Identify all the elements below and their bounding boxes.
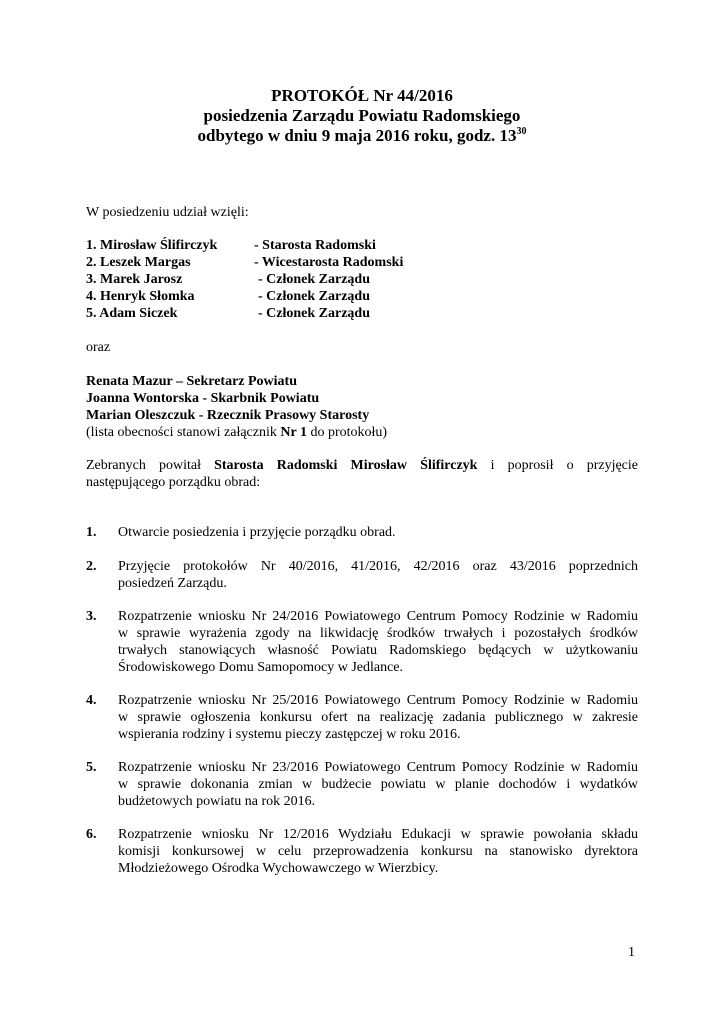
- member-name: 5. Adam Siczek: [86, 306, 178, 321]
- attendance-note-after: do protokołu): [306, 425, 388, 440]
- guest-line: Renata Mazur – Sekretarz Powiatu: [86, 374, 297, 389]
- agenda-item-line: Rozpatrzenie wniosku Nr 24/2016 Powiatowego Centrum Pomocy Rodzinie w Radomiu: [118, 609, 638, 624]
- guest-line: Joanna Wontorska - Skarbnik Powiatu: [86, 391, 320, 406]
- greeting-before: Zebranych powitał: [86, 458, 215, 473]
- member-role: - Starosta Radomski: [254, 238, 376, 253]
- agenda-item-text: [118, 692, 638, 743]
- title-line-1: PROTOKÓŁ Nr 44/2016: [271, 86, 453, 105]
- time-minutes-superscript: 30: [516, 126, 527, 137]
- agenda-item-text: [118, 608, 638, 676]
- agenda-item-text: [118, 524, 638, 541]
- agenda-item-number: 5.: [86, 760, 97, 775]
- agenda-item-line: w sprawie dokonania zmian w budżecie powiatu w planie dochodów i wydatków: [118, 777, 638, 792]
- agenda-item-text: [118, 826, 638, 877]
- attendance-note-before: (lista obecności stanowi załącznik: [86, 425, 281, 440]
- agenda-item-line: Przyjęcie protokołów Nr 40/2016, 41/2016, 42/2016 oraz 43/2016 poprzednich: [118, 559, 638, 574]
- agenda-item-line: Rozpatrzenie wniosku Nr 23/2016 Powiatowego Centrum Pomocy Rodzinie w Radomiu: [118, 760, 638, 775]
- agenda-item-line: Otwarcie posiedzenia i przyjęcie porządku obrad.: [118, 525, 396, 540]
- attendance-note: [86, 424, 387, 441]
- member-name: 1. Mirosław Ślifirczyk: [86, 238, 218, 253]
- member-role: - Członek Zarządu: [258, 289, 370, 304]
- title-line-3: [0, 126, 724, 146]
- agenda-item-number: 6.: [86, 827, 97, 842]
- greeting-starosta: Starosta Radomski Mirosław Ślifirczyk: [214, 458, 478, 473]
- agenda-item-line: budżetowych powiatu na rok 2016.: [118, 794, 316, 809]
- member-role: - Wicestarosta Radomski: [254, 255, 404, 270]
- member-name: 4. Henryk Słomka: [86, 289, 195, 304]
- agenda-item-line: komisji konkursowej w celu przeprowadzenia konkursu na stanowisko dyrektora: [118, 844, 638, 859]
- agenda-item-line: wspierania rodziny i systemu pieczy zastępczej w roku 2016.: [118, 727, 461, 742]
- greeting-line-1: [86, 457, 638, 474]
- agenda-item-line: posiedzeń Zarządu.: [118, 576, 227, 591]
- agenda-item-number: 3.: [86, 609, 97, 624]
- agenda-item-line: Rozpatrzenie wniosku Nr 12/2016 Wydziału Edukacji w sprawie powołania składu: [118, 827, 638, 842]
- agenda-item-line: Środowiskowego Domu Samopomocy w Jedlance.: [118, 660, 404, 675]
- member-role: - Członek Zarządu: [258, 306, 370, 321]
- attendance-note-attachment: Nr 1: [280, 425, 307, 440]
- agenda-item-number: 1.: [86, 525, 97, 540]
- title-line-3-main: odbytego w dniu 9 maja 2016 roku, godz. 13: [197, 126, 517, 145]
- agenda-item-text: [118, 558, 638, 592]
- document-title: [0, 86, 724, 146]
- agenda-item-line: w sprawie wyrażenia zgody na likwidację środków trwałych i pozostałych środków: [118, 626, 638, 641]
- oraz-text: oraz: [86, 340, 111, 355]
- member-role: - Członek Zarządu: [258, 272, 370, 287]
- agenda-item-line: w sprawie ogłoszenia konkursu ofert na realizację zadania publicznego w zakresie: [118, 710, 638, 725]
- agenda-item-text: [118, 759, 638, 810]
- page-number: 1: [628, 945, 635, 960]
- attendance-intro: W posiedzeniu udział wzięli:: [86, 205, 249, 220]
- member-name: 3. Marek Jarosz: [86, 272, 183, 287]
- member-name: 2. Leszek Margas: [86, 255, 191, 270]
- greeting-after: i poprosił o przyjęcie: [477, 458, 638, 473]
- agenda-item-number: 4.: [86, 693, 97, 708]
- greeting-line-2: następującego porządku obrad:: [86, 475, 261, 490]
- guest-line: Marian Oleszczuk - Rzecznik Prasowy Starosty: [86, 408, 370, 423]
- title-line-2: posiedzenia Zarządu Powiatu Radomskiego: [203, 106, 521, 125]
- agenda-item-line: Młodzieżowego Ośrodka Wychowawczego w Wierzbicy.: [118, 861, 439, 876]
- agenda-item-number: 2.: [86, 559, 97, 574]
- agenda-item-line: trwałych stanowiących własność Powiatu Radomskiego będących w użytkowaniu: [118, 643, 638, 658]
- agenda-item-line: Rozpatrzenie wniosku Nr 25/2016 Powiatowego Centrum Pomocy Rodzinie w Radomiu: [118, 693, 638, 708]
